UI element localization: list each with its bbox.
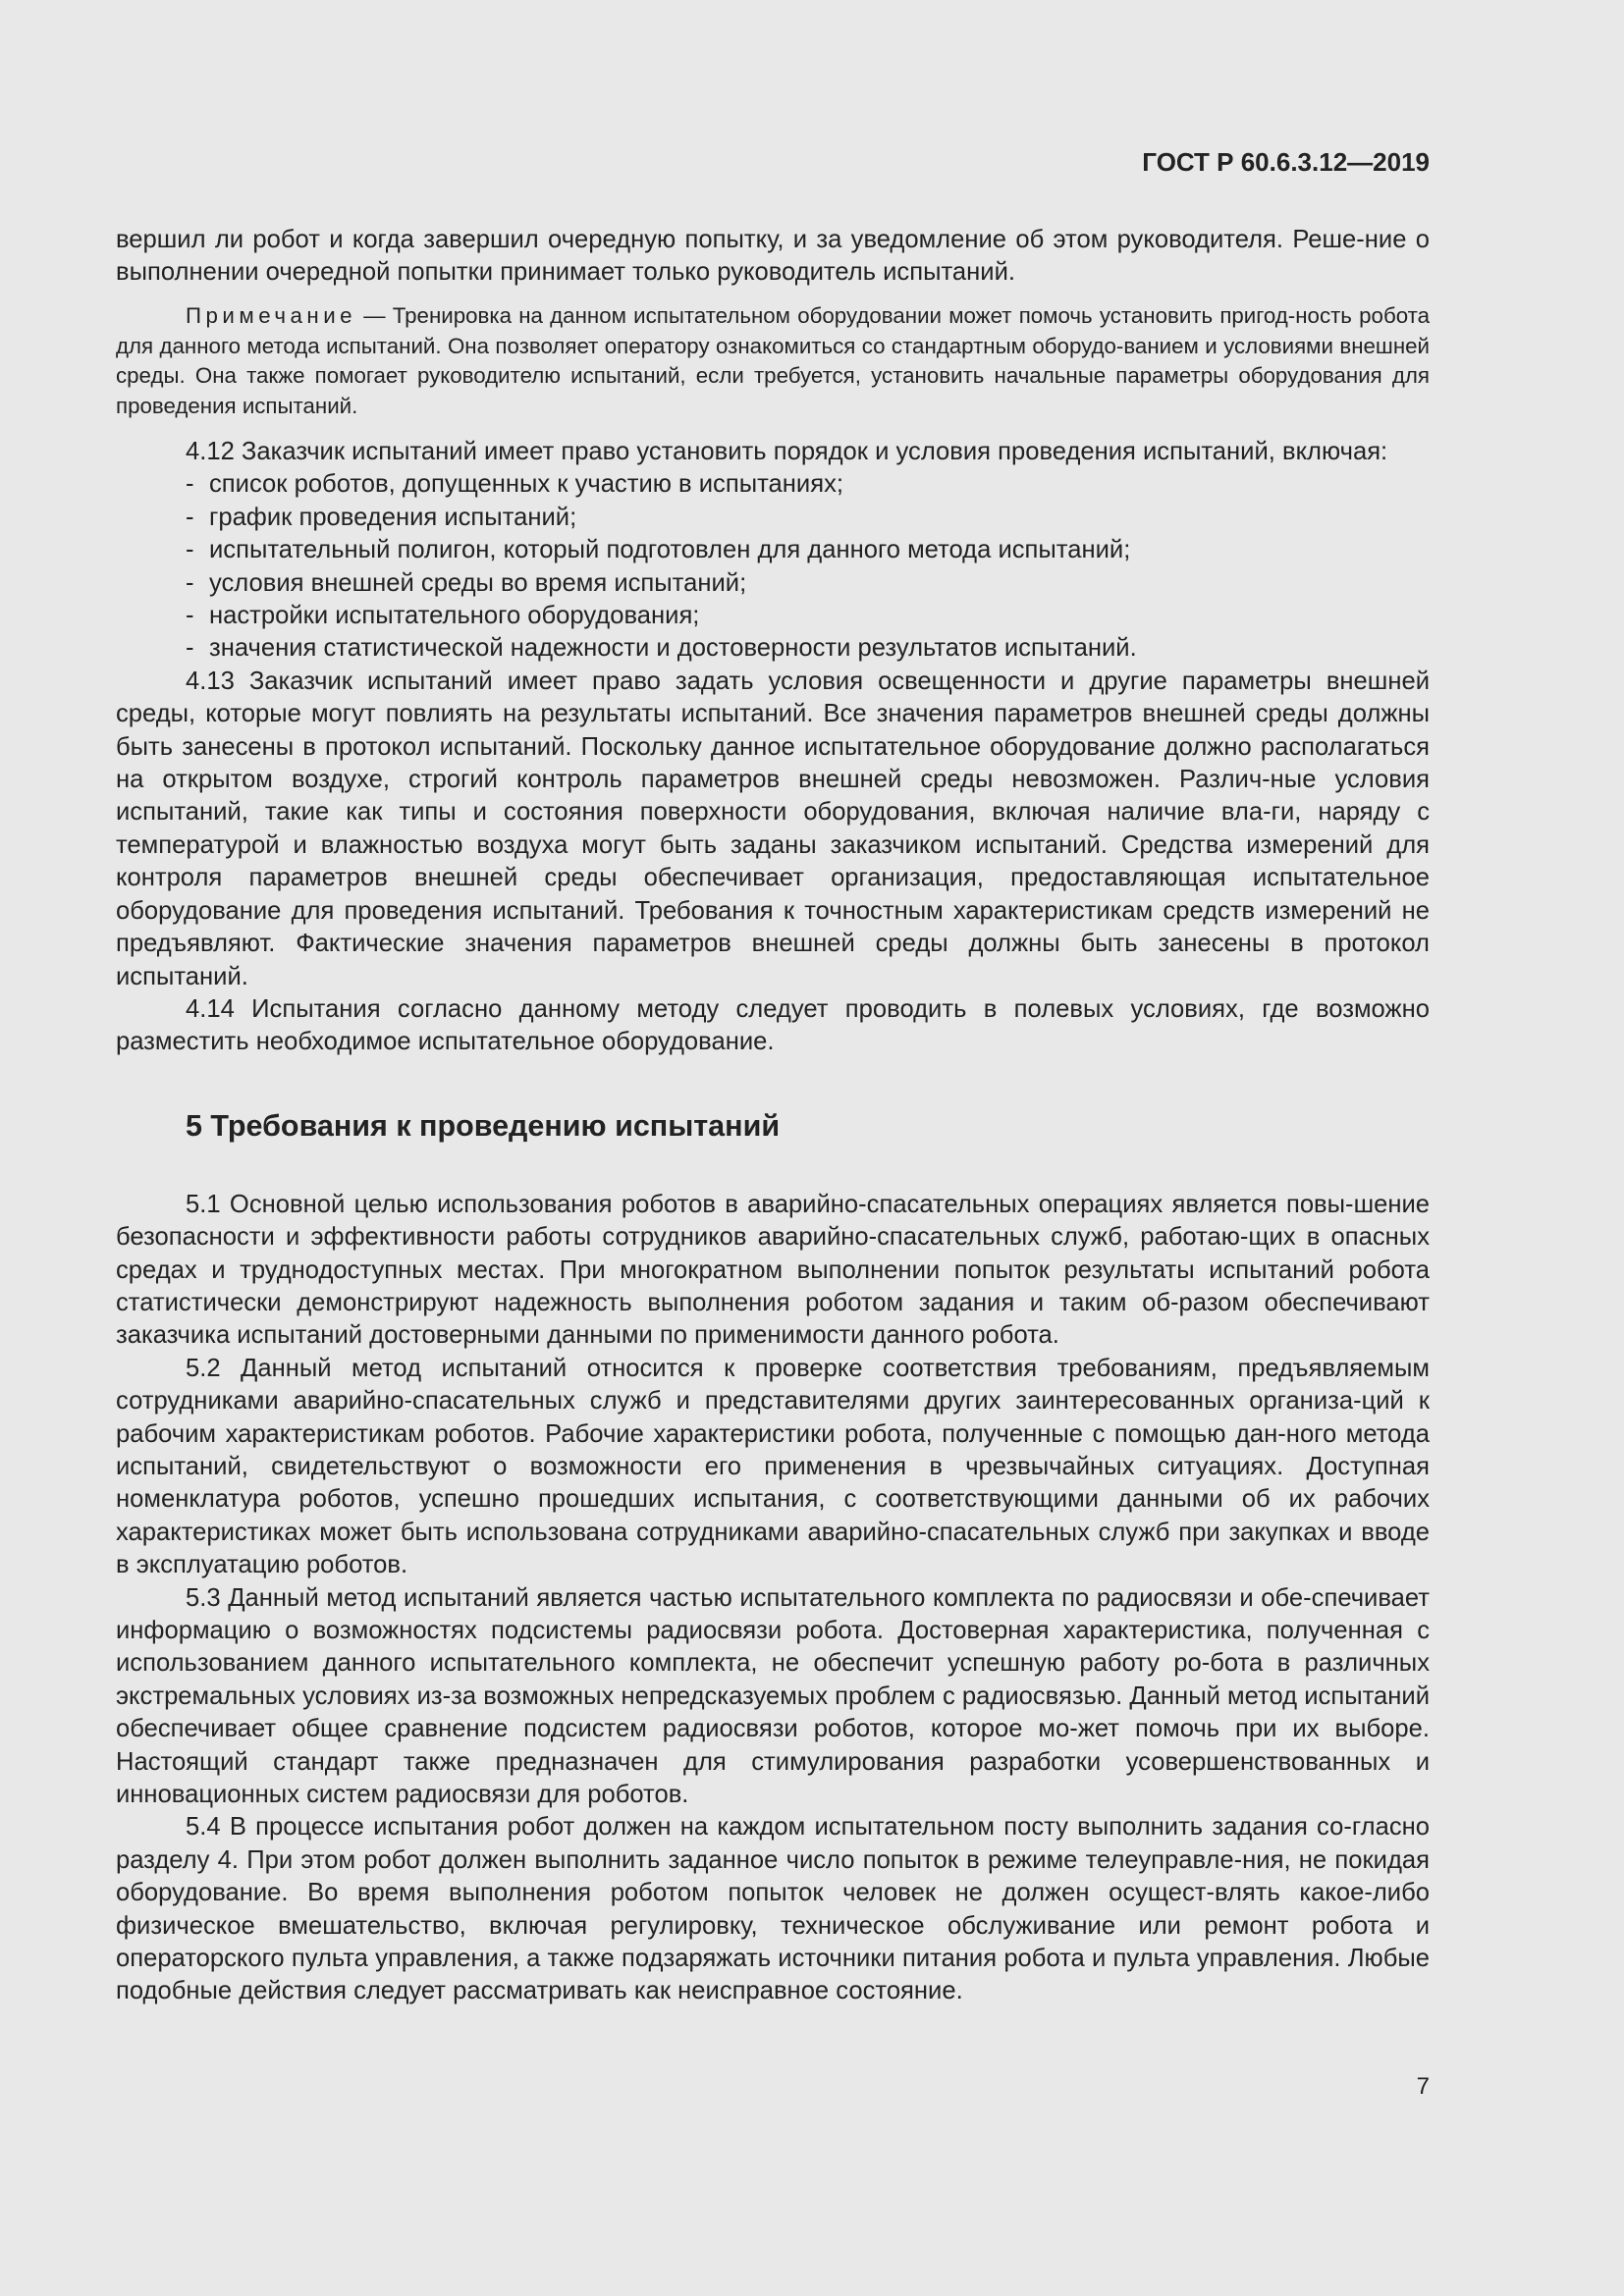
clause-5-3: 5.3 Данный метод испытаний является частью испытательного комплекта по радиосвязи и обе-спечивает информацию о возможностях подсистемы радиосвязи робота. Достоверная характеристика, полученная с использованием данного испытательного комплекта, не обеспечит успешную работу ро-бота в различных экстремальных условиях из-за возможных непредсказуемых проблем с радиосвязью. Данный метод испытаний обеспечивает общее сравнение подсистем радиосвязи роботов, которое мо-жет помочь при их выборе. Настоящий стандарт также предназначен для стимулирования разработки усовершенствованных и инновационных систем радиосвязи для роботов. [116, 1583, 1430, 1809]
list-item: - график проведения испытаний; [186, 502, 1430, 534]
dash-marker: - [186, 602, 194, 630]
dash-marker: - [186, 634, 194, 663]
dash-marker: - [186, 568, 194, 597]
note-label: Примечание [186, 302, 357, 328]
list-item: - условия внешней среды во время испытаний; [186, 567, 1430, 600]
clause-5-2: 5.2 Данный метод испытаний относится к проверке соответствия требованиям, предъявляемым сотрудниками аварийно-спасательных служб и представителями других заинтересованных организа-ций к рабочим характеристикам роботов. Рабочие характеристики робота, полученные с помощью дан-ного метода испытаний, свидетельствуют о возможности его применения в чрезвычайных ситуациях. Доступная номенклатура роботов, успешно прошедших испытания, с соответствующими данными об их рабочих характеристиках может быть использована сотрудниками аварийно-спасательных служб при закупках и вводе в эксплуатацию роботов. [116, 1354, 1430, 1579]
clause-5-4: 5.4 В процессе испытания робот должен на каждом испытательном посту выполнить задания со-гласно разделу 4. При этом робот должен выполнить заданное число попыток в режиме телеуправле-ния, не покидая оборудование. Во время выполнения роботом попыток человек не должен осущест-влять какое-либо физическое вмешательство, включая регулировку, техническое обслуживание или ремонт робота и операторского пульта управления, а также подзаряжать источники питания робота и пульта управления. Любые подобные действия следует рассматривать как неисправное состояние. [116, 1813, 1430, 2005]
clause-4-12: 4.12 Заказчик испытаний имеет право установить порядок и условия проведения испытаний, включая: [186, 438, 1388, 465]
dash-marker: - [186, 536, 194, 564]
page-number: 7 [1416, 2073, 1430, 2100]
section-5-heading: 5 Требования к проведению испытаний [186, 1108, 781, 1143]
document-standard-id: ГОСТ Р 60.6.3.12—2019 [1142, 147, 1430, 177]
note-text: — Тренировка на данном испытательном оборудовании может помочь установить пригод-ность робота для данного метода испытаний. Она позволяет оператору ознакомиться со стандартным оборудо-ванием и условиями внешней среды. Она также помогает руководителю испытаний, если требуется, установить начальные параметры оборудования для проведения испытаний. [116, 302, 1430, 419]
document-body [116, 224, 1430, 2008]
clause-4-12-list [116, 468, 1430, 665]
list-item: - испытательный полигон, который подготовлен для данного метода испытаний; [186, 534, 1430, 566]
note-paragraph [116, 301, 1430, 422]
list-item: - список роботов, допущенных к участию в испытаниях; [186, 468, 1430, 501]
clause-4-13: 4.13 Заказчик испытаний имеет право задать условия освещенности и другие параметры внешней среды, которые могут повлиять на результаты испытаний. Все значения параметров внешней среды должны быть занесены в протокол испытаний. Поскольку данное испытательное оборудование должно располагаться на открытом воздухе, строгий контроль параметров внешней среды невозможен. Различ-ные условия испытаний, такие как типы и состояния поверхности оборудования, включая наличие вла-ги, наряду с температурой и влажностью воздуха могут быть заданы заказчиком испытаний. Средства измерений для контроля параметров внешней среды обеспечивает организация, предоставляющая испытательное оборудование для проведения испытаний. Требования к точностным характеристикам средств измерений не предъявляют. Фактические значения параметров внешней среды должны быть занесены в протокол испытаний. [116, 667, 1430, 990]
dash-marker: - [186, 503, 194, 531]
dash-marker: - [186, 470, 194, 499]
paragraph-continuation: вершил ли робот и когда завершил очередную попытку, и за уведомление об этом руководителя. Реше-ние о выполнении очередной попытки принимает только руководитель испытаний. [116, 226, 1430, 287]
list-item: - значения статистической надежности и достоверности результатов испытаний. [186, 632, 1430, 665]
clause-4-14: 4.14 Испытания согласно данному методу следует проводить в полевых условиях, где возможно разместить необходимое испытательное оборудование. [116, 994, 1430, 1056]
list-item: - настройки испытательного оборудования; [186, 600, 1430, 632]
clause-5-1: 5.1 Основной целью использования роботов в аварийно-спасательных операциях является повы-шение безопасности и эффективности работы сотрудников аварийно-спасательных служб, работаю-щих в опасных средах и труднодоступных местах. При многократном выполнении попыток результаты испытаний робота статистически демонстрируют надежность выполнения роботом задания и таким об-разом обеспечивают заказчика испытаний достоверными данными по применимости данного робота. [116, 1190, 1430, 1350]
